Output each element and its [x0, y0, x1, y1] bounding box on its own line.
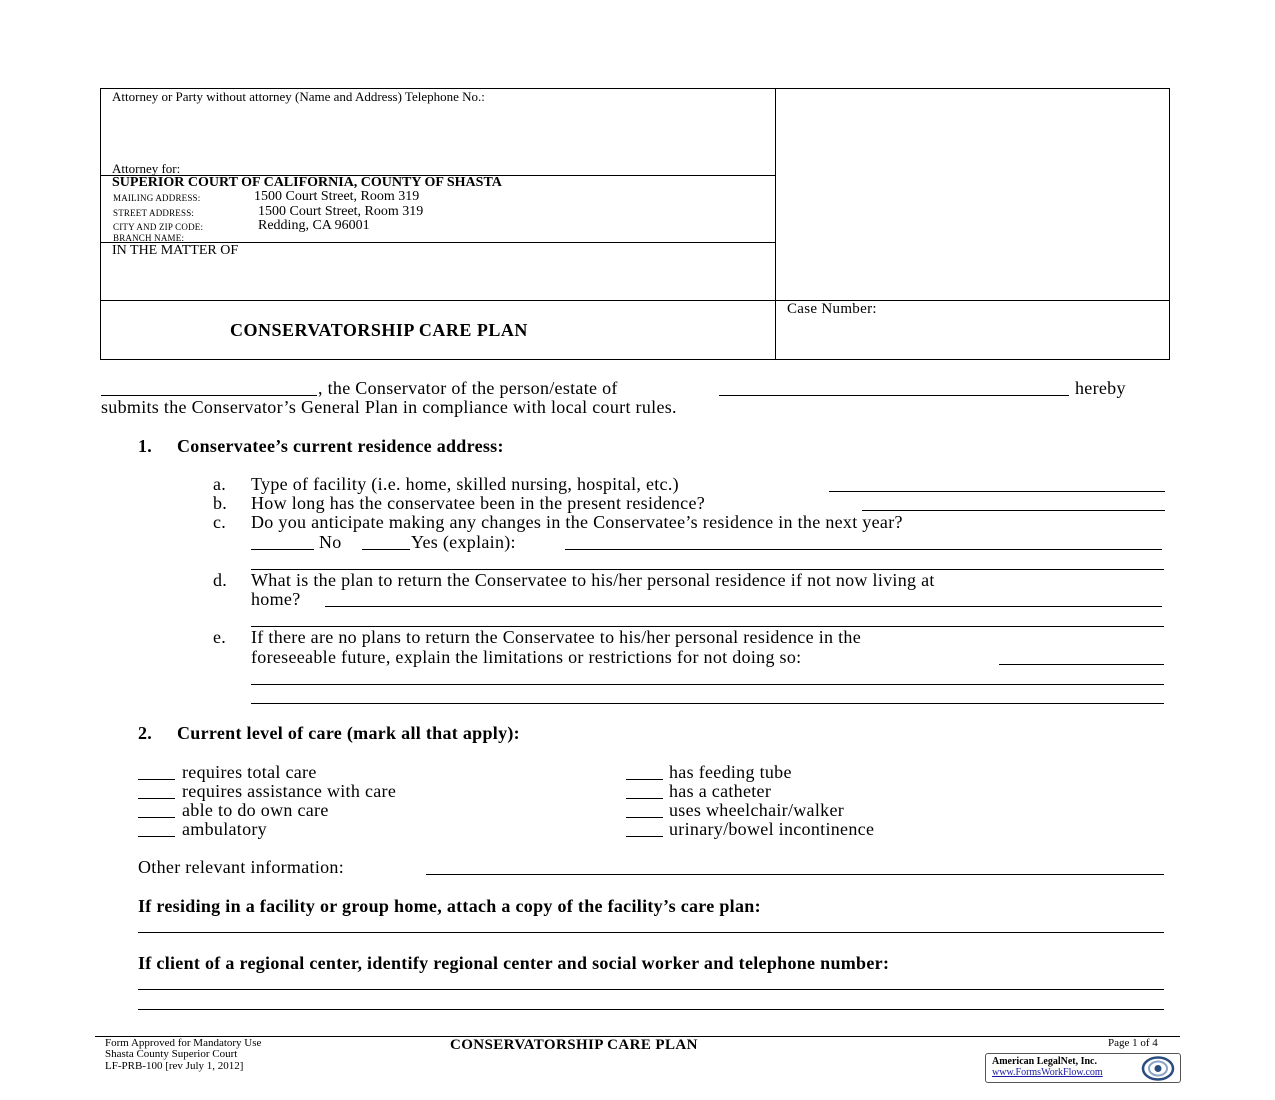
facility-care-plan-blank[interactable] [138, 932, 1164, 933]
attorney-label: Attorney or Party without attorney (Name and Address) Telephone No.: [112, 89, 485, 104]
footer-court: Shasta County Superior Court [105, 1048, 238, 1060]
change-yes-blank[interactable] [362, 549, 410, 550]
legalnet-swirl-icon [1140, 1055, 1176, 1082]
change-yes-label: Yes (explain): [411, 532, 516, 552]
regional-center-blank[interactable] [138, 989, 1164, 990]
checkbox-own-care[interactable] [138, 817, 175, 818]
footer-page: Page 1 of 4 [1108, 1037, 1158, 1049]
caption-divider-vertical [775, 88, 776, 360]
conservatee-name-blank[interactable] [719, 395, 1069, 396]
regional-center-blank-2[interactable] [138, 1009, 1164, 1010]
care-option-left-3: able to do own care [182, 800, 329, 820]
item-b-letter: b. [213, 493, 228, 513]
intro-line1-mid: , the Conservator of the person/estate of [318, 378, 618, 398]
section2-title: Current level of care (mark all that apply): [177, 723, 520, 743]
limitations-blank-3[interactable] [251, 703, 1164, 704]
care-option-left-2: requires assistance with care [182, 781, 397, 801]
change-no-label: No [319, 532, 342, 552]
legalnet-url-link[interactable]: www.FormsWorkFlow.com [992, 1067, 1103, 1078]
mailing-address-label: MAILING ADDRESS: [113, 193, 201, 203]
city-zip-label: CITY AND ZIP CODE: [113, 222, 204, 232]
checkbox-ambulatory[interactable] [138, 836, 175, 837]
item-c-letter: c. [213, 512, 227, 532]
court-name: SUPERIOR COURT OF CALIFORNIA, COUNTY OF SHASTA [112, 175, 502, 190]
item-c-text: Do you anticipate making any changes in the Conservatee’s residence in the next year? [251, 512, 903, 532]
attorney-for-label: Attorney for: [112, 161, 181, 176]
intro-line2: submits the Conservator’s General Plan in compliance with local court rules. [101, 397, 677, 417]
other-info-label: Other relevant information: [138, 857, 345, 877]
mailing-address-value: 1500 Court Street, Room 319 [254, 189, 420, 204]
street-address-label: STREET ADDRESS: [113, 208, 195, 218]
section1-title: Conservatee’s current residence address: [177, 436, 504, 456]
section2-number: 2. [138, 723, 153, 743]
item-d-text-2: home? [251, 589, 301, 609]
footer-title: CONSERVATORSHIP CARE PLAN [450, 1037, 698, 1053]
checkbox-total-care[interactable] [138, 779, 175, 780]
change-explain-blank[interactable] [565, 549, 1162, 550]
item-b-text: How long has the conservatee been in the present residence? [251, 493, 706, 513]
intro-line1-end: hereby [1075, 378, 1126, 398]
checkbox-feeding-tube[interactable] [626, 779, 663, 780]
care-option-right-1: has feeding tube [669, 762, 792, 782]
facility-care-plan-label: If residing in a facility or group home, attach a copy of the facility’s care plan: [138, 896, 761, 916]
residence-duration-blank[interactable] [862, 510, 1165, 511]
branch-name-label: BRANCH NAME: [113, 233, 185, 243]
facility-type-blank[interactable] [829, 491, 1165, 492]
checkbox-assistance[interactable] [138, 798, 175, 799]
change-no-blank[interactable] [251, 549, 314, 550]
matter-label: IN THE MATTER OF [112, 243, 239, 258]
form-title: CONSERVATORSHIP CARE PLAN [230, 320, 528, 340]
care-option-right-3: uses wheelchair/walker [669, 800, 845, 820]
conservator-name-blank[interactable] [101, 395, 317, 396]
other-info-blank[interactable] [426, 874, 1164, 875]
care-option-left-4: ambulatory [182, 819, 267, 839]
checkbox-catheter[interactable] [626, 798, 663, 799]
item-e-text-1: If there are no plans to return the Conservatee to his/her personal residence in the [251, 627, 861, 647]
checkbox-incontinence[interactable] [626, 836, 663, 837]
item-d-text-1: What is the plan to return the Conservatee to his/her personal residence if not now living at [251, 570, 935, 590]
checkbox-wheelchair[interactable] [626, 817, 663, 818]
item-a-text: Type of facility (i.e. home, skilled nursing, hospital, etc.) [251, 474, 679, 494]
item-d-letter: d. [213, 570, 228, 590]
case-number-label: Case Number: [787, 301, 877, 317]
item-e-letter: e. [213, 627, 227, 647]
caption-divider-matter [100, 300, 1170, 301]
limitations-blank-2[interactable] [251, 684, 1164, 685]
city-zip-value: Redding, CA 96001 [258, 218, 370, 233]
section1-number: 1. [138, 436, 153, 456]
regional-center-label: If client of a regional center, identify regional center and social worker and telephone number: [138, 953, 890, 973]
return-plan-blank[interactable] [325, 606, 1162, 607]
legalnet-name: American LegalNet, Inc. [992, 1056, 1097, 1067]
item-e-text-2: foreseeable future, explain the limitations or restrictions for not doing so: [251, 647, 802, 667]
footer-form-id: LF-PRB-100 [rev July 1, 2012] [105, 1060, 244, 1072]
care-option-left-1: requires total care [182, 762, 317, 782]
item-a-letter: a. [213, 474, 227, 494]
footer-approved: Form Approved for Mandatory Use [105, 1037, 262, 1049]
limitations-blank[interactable] [999, 664, 1164, 665]
care-option-right-4: urinary/bowel incontinence [669, 819, 875, 839]
legalnet-logo[interactable] [985, 1053, 1181, 1083]
street-address-value: 1500 Court Street, Room 319 [258, 204, 424, 219]
care-option-right-2: has a catheter [669, 781, 772, 801]
